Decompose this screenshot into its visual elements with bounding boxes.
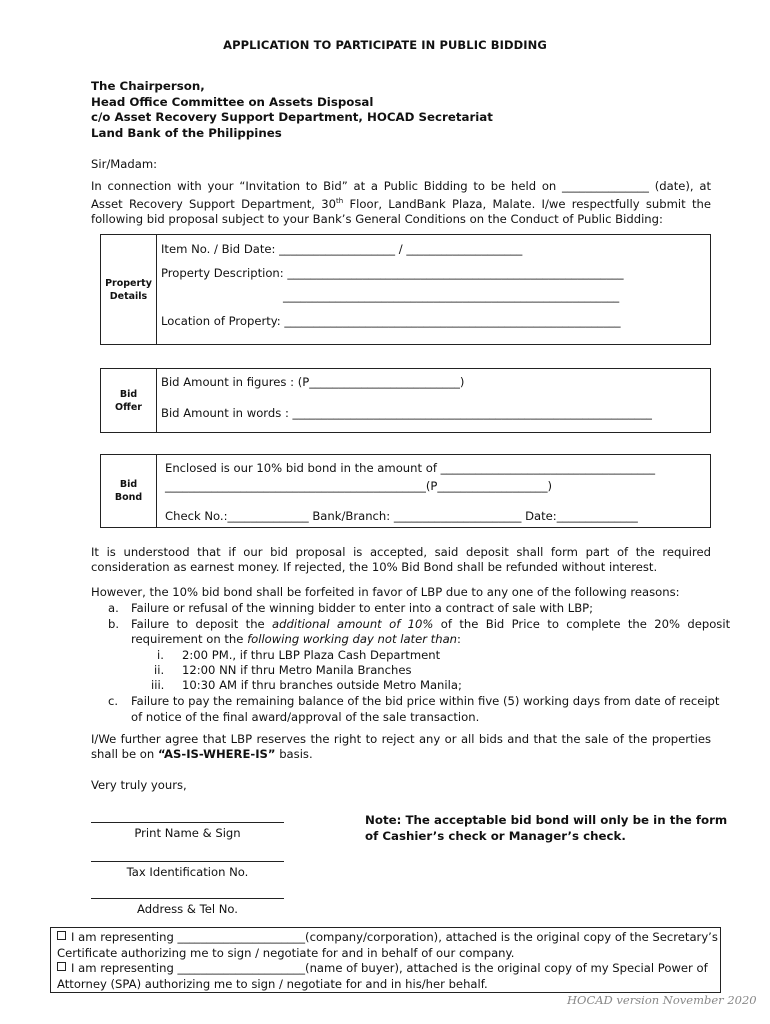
intro-text: In connection with your “Invitation to Bid” at a Public Bidding to be held on _______________ (date), at Asset Recovery Support Department, 30 <box>91 179 711 211</box>
print-name-sign-label: Print Name & Sign <box>134 826 241 840</box>
bid-bond-label: Bid Bond <box>101 455 157 527</box>
bid-bond-box <box>100 454 711 528</box>
as-is-where-is-paragraph: I/We further agree that LBP reserves the right to reject any or all bids and that the sale of the properties shall be on “AS-IS-WHERE-IS” basis. <box>91 732 711 761</box>
list-item-cont: of notice of the final award/approval of the sale transaction. <box>131 710 480 724</box>
sublist-marker: iii. <box>151 678 165 692</box>
address-tel-label: Address & Tel No. <box>137 902 238 916</box>
bid-bond-amount-field[interactable]: Enclosed is our 10% bid bond in the amount of _____________________________________ <box>165 461 656 475</box>
representation-box <box>50 927 721 993</box>
sublist-item: 12:00 NN if thru Metro Manila Branches <box>182 663 412 677</box>
salutation: Sir/Madam: <box>91 157 158 171</box>
sublist-item: 10:30 AM if thru branches outside Metro Manila; <box>182 678 462 692</box>
addressee-block <box>91 79 493 141</box>
list-marker: b. <box>108 617 120 631</box>
bid-bond-amount-field-cont[interactable]: _____________________________________________(P___________________) <box>165 479 553 493</box>
company-checkbox[interactable] <box>57 931 66 940</box>
list-item: Failure to deposit the additional amount of 10% of the Bid Price to complete the 20% deposit <box>131 617 731 631</box>
list-item-cont: requirement on the following working day not later than: <box>131 632 461 646</box>
sublist-marker: ii. <box>154 663 165 677</box>
buyer-representation-cont: Attorney (SPA) authorizing me to sign / negotiate for and in his/her behalf. <box>57 976 488 991</box>
check-bank-date-field[interactable]: Check No.:______________ Bank/Branch: ______________________ Date:______________ <box>165 509 638 523</box>
bid-amount-words-field[interactable]: Bid Amount in words : ______________________________________________________________ <box>161 406 652 420</box>
addressee-line: Land Bank of the Philippines <box>91 125 282 140</box>
earnest-money-paragraph: It is understood that if our bid proposal is accepted, said deposit shall form part of the required consideration as earnest money. If rejected, the 10% Bid Bond shall be refunded without interest. <box>91 545 711 574</box>
list-marker: a. <box>108 601 119 615</box>
company-representation-option: I am representing ______________________(company/corporation), attached is the original copy of the Secretary’s <box>57 930 714 946</box>
addressee-line: The Chairperson, <box>91 79 205 93</box>
buyer-checkbox[interactable] <box>57 962 66 971</box>
print-name-sign-line[interactable] <box>91 822 284 823</box>
addressee-line: c/o Asset Recovery Support Department, HOCAD Secretariat <box>91 110 493 124</box>
intro-text-cont: Floor, LandBank Plaza, Malate. I/we respectfully submit the following bid proposal subject to your Bank’s General Conditions on the Conduct of Public Bidding: <box>91 196 711 226</box>
property-description-field-cont[interactable]: __________________________________________________________ <box>283 289 620 303</box>
bid-offer-box <box>100 368 711 433</box>
item-no-bid-date-field[interactable]: Item No. / Bid Date: ____________________ / ____________________ <box>161 242 523 256</box>
intro-paragraph <box>91 179 711 227</box>
list-item: Failure to pay the remaining balance of the bid price within five (5) working days from date of receipt <box>131 694 720 708</box>
addressee-line: Head Office Committee on Assets Disposal <box>91 94 374 109</box>
tin-line[interactable] <box>91 861 284 862</box>
forfeiture-reasons-list <box>91 601 731 726</box>
bid-bond-note: Note: The acceptable bid bond will only be in the form of Cashier’s check or Manager’s check. <box>365 813 728 843</box>
property-location-field[interactable]: Location of Property: __________________________________________________________ <box>161 314 621 328</box>
bid-offer-label: Bid Offer <box>101 369 157 432</box>
version-footer: HOCAD version November 2020 <box>567 993 757 1007</box>
forfeiture-intro: However, the 10% bid bond shall be forfeited in favor of LBP due to any one of the following reasons: <box>91 585 680 599</box>
list-marker: c. <box>108 694 119 708</box>
property-description-field[interactable]: Property Description: __________________________________________________________ <box>161 266 624 280</box>
company-representation-cont: Certificate authorizing me to sign / negotiate for and in behalf of our company. <box>57 945 515 960</box>
property-details-label: Property Details <box>101 235 157 344</box>
list-item: Failure or refusal of the winning bidder to enter into a contract of sale with LBP; <box>131 601 594 615</box>
buyer-representation-option: I am representing ______________________(name of buyer), attached is the original copy of my Special Power of <box>57 961 714 977</box>
intro-superscript: th <box>336 197 344 205</box>
property-details-box <box>100 234 711 345</box>
closing: Very truly yours, <box>91 778 187 792</box>
document-title: APPLICATION TO PARTICIPATE IN PUBLIC BIDDING <box>223 38 547 52</box>
sublist-item: 2:00 PM., if thru LBP Plaza Cash Department <box>182 648 441 662</box>
sublist-marker: i. <box>157 648 164 662</box>
bid-amount-figures-field[interactable]: Bid Amount in figures : (P__________________________) <box>161 375 465 389</box>
tin-label: Tax Identification No. <box>126 865 249 879</box>
address-tel-line[interactable] <box>91 898 284 899</box>
